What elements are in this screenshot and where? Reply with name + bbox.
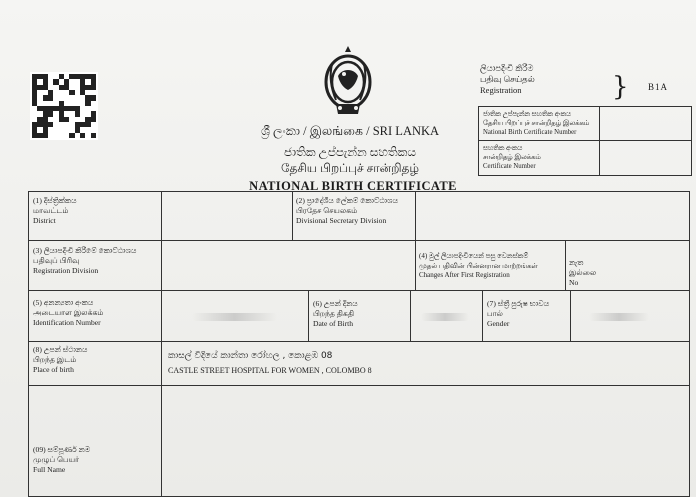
country-name: ශ්‍රී ලංකා / இலங்கை / SRI LANKA — [260, 124, 440, 138]
changes-label-ta: முதல் பதிவின் பின்னரான மாற்றங்கள் — [419, 261, 538, 270]
registration-ta: பதிவு செய்தல் — [480, 74, 535, 84]
reg-division-label-si: (3) ලියාපදිංචි කිරීමේ කොට්ඨාශය — [33, 246, 137, 255]
id-number-label-en: Identification Number — [33, 318, 101, 327]
cert-label-en: Certificate Number — [483, 163, 536, 170]
form-code: B1A — [648, 82, 669, 92]
full-name-value-cell — [161, 385, 690, 497]
redacted-id — [192, 313, 277, 321]
reg-division-value-cell — [161, 240, 416, 291]
qr-code — [30, 72, 98, 140]
cert-label-si: සහතික අංකය — [483, 145, 523, 152]
id-number-value-cell — [161, 290, 309, 342]
full-name-label-en: Full Name — [33, 465, 66, 474]
nbc-label-en: National Birth Certificate Number — [483, 129, 577, 136]
place-of-birth-label-cell — [28, 341, 162, 386]
changes-label-en: Changes After First Registration — [419, 271, 510, 279]
district-label-cell — [28, 191, 162, 241]
dob-label-ta: பிறந்த திகதி — [313, 309, 355, 318]
reg-division-label-en: Registration Division — [33, 266, 99, 275]
ds-division-label-si: (2) ප්‍රාදේශීය ලේකම් කොට්ඨාශය — [296, 196, 399, 205]
redacted-gender — [589, 313, 649, 321]
sri-lanka-emblem — [322, 44, 374, 116]
title-tamil: தேசிய பிறப்புச் சான்றிதழ் — [281, 161, 419, 175]
place-label-ta: பிறந்த இடம் — [33, 355, 77, 364]
dob-value-cell — [410, 290, 483, 342]
full-name-label-ta: முழுப் பெயர் — [33, 455, 80, 464]
gender-label-cell — [482, 290, 571, 342]
district-value-cell — [161, 191, 293, 241]
nbc-label-si: ජාතික උප්පැන්න සහතික අංකය — [483, 111, 571, 118]
dob-label-en: Date of Birth — [313, 319, 354, 328]
district-label-en: District — [33, 216, 56, 225]
changes-value-en: No — [569, 278, 579, 287]
certificate-number-box — [478, 140, 692, 176]
place-value-en: CASTLE STREET HOSPITAL FOR WOMEN , COLOMBO 8 — [168, 366, 372, 375]
full-name-label-cell — [28, 385, 162, 497]
changes-label-si: (4) මුල් ලියාපදිංචියෙන් පසු වෙනස්කම් — [419, 252, 529, 260]
district-label-ta: மாவட்டம் — [33, 206, 69, 215]
place-of-birth-value-cell — [161, 341, 690, 386]
dob-label-cell — [308, 290, 411, 342]
registration-en: Registration — [480, 85, 522, 95]
gender-value-cell — [570, 290, 690, 342]
changes-value-cell — [565, 240, 690, 291]
changes-label-cell — [415, 240, 566, 291]
id-number-label-cell — [28, 290, 162, 342]
registration-si: ලියාපදිංචි කිරීම — [480, 63, 534, 73]
dob-label-si: (6) උපන් දිනය — [313, 299, 358, 308]
id-number-label-ta: அடையாள இலக்கம் — [33, 308, 104, 317]
place-label-si: (8) උපන් ස්ථානය — [33, 345, 88, 354]
nbc-number-box — [478, 106, 692, 141]
gender-label-si: (7) ස්ත්‍රී පුරුෂ භාවය — [487, 299, 550, 308]
cert-label-ta: சான்றிதழ் இலக்கம் — [483, 154, 541, 161]
ds-division-label-ta: பிரதேச செயலகம் — [296, 206, 358, 215]
registration-label — [480, 63, 535, 96]
changes-value-ta: இல்லை — [569, 268, 597, 277]
nbc-label-ta: தேசிய பிறப்புச் சான்றிதழ் இலக்கம் — [483, 120, 590, 127]
ds-division-value-cell — [415, 191, 690, 241]
gender-label-en: Gender — [487, 319, 510, 328]
ds-division-label-cell — [292, 191, 416, 241]
document-title: NATIONAL BIRTH CERTIFICATE — [249, 179, 457, 193]
district-label-si: (1) දිස්ත්‍රික්කය — [33, 196, 77, 205]
id-number-label-si: (5) අනන්‍යතා අංකය — [33, 298, 94, 307]
redacted-dob — [421, 313, 469, 321]
title-sinhala: ජාතික උප්පැන්න සහතිකය — [284, 145, 416, 159]
gender-label-ta: பால் — [487, 309, 503, 318]
ds-division-label-en: Divisional Secretary Division — [296, 216, 387, 225]
full-name-label-si: (09) සම්පූර්ණ නම — [33, 445, 91, 454]
reg-division-label-ta: பதிவுப் பிரிவு — [33, 256, 80, 265]
brace-mark: } — [612, 72, 629, 102]
place-value-si: කාසල් වීදියේ කාන්තා රෝහල , කොළඹ 08 — [168, 351, 333, 361]
place-label-en: Place of birth — [33, 365, 74, 374]
changes-value-si: නැත — [569, 258, 584, 267]
reg-division-label-cell — [28, 240, 162, 291]
